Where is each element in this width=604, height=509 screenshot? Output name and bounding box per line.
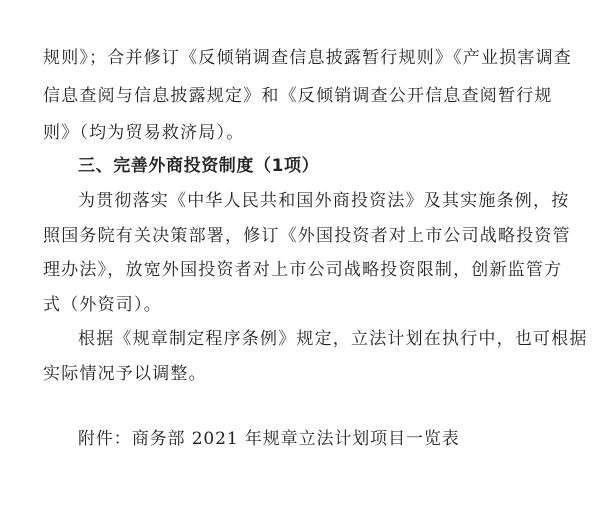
- section-heading: 三、完善外商投资制度（1项）: [78, 156, 320, 176]
- paragraph-3-line-1: 根据《规章制定程序条例》规定，立法计划在执行中，也可根据: [78, 329, 588, 349]
- paragraph-1-line-3: 则》（均为贸易救济局）。: [43, 123, 245, 143]
- attachment-note: 附件：商务部 2021 年规章立法计划项目一览表: [78, 429, 460, 449]
- paragraph-1-line-1: 规则》；合并修订《反倾销调查信息披露暂行规则》《产业损害调查: [43, 48, 572, 68]
- paragraph-2-line-3: 理办法》，放宽外国投资者对上市公司战略投资限制，创新监管方: [43, 260, 563, 280]
- paragraph-3-line-2: 实际情况予以调整。: [43, 364, 207, 384]
- paragraph-1-line-2: 信息查阅与信息披露规定》和《反倾销调查公开信息查阅暂行规: [43, 86, 553, 106]
- paragraph-2-line-1: 为贯彻落实《中华人民共和国外商投资法》及其实施条例，按: [78, 191, 570, 211]
- paragraph-2-line-2: 照国务院有关决策部署，修订《外国投资者对上市公司战略投资管: [43, 226, 571, 246]
- paragraph-2-line-4: 式（外资司）。: [43, 295, 162, 315]
